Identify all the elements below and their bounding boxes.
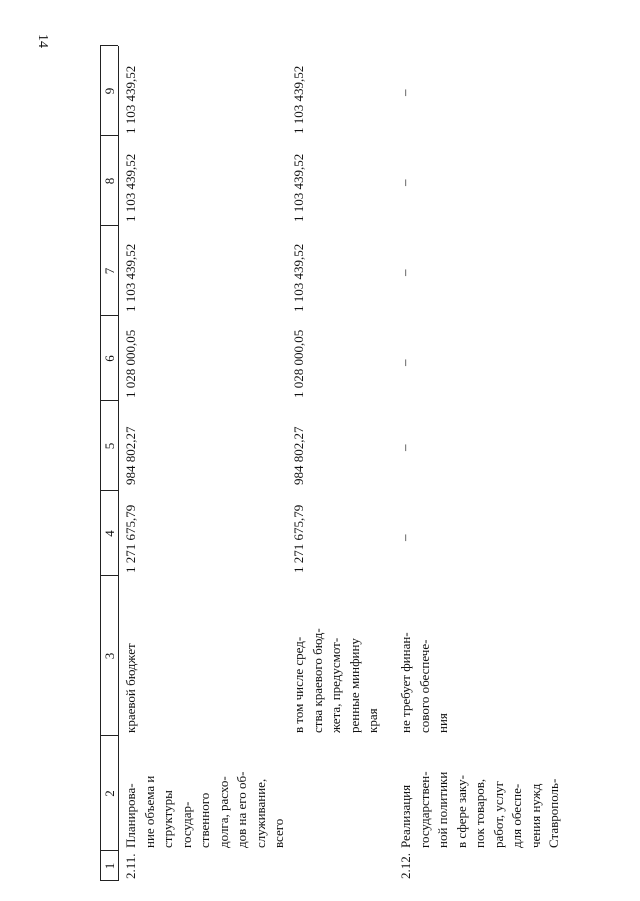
- row-name-line: чения нужд: [527, 783, 543, 848]
- funding-source-line: краевой бюджет: [123, 643, 138, 733]
- page-number: 14: [35, 34, 50, 48]
- row-name-line: ние объема и: [141, 775, 157, 848]
- funding-source-line: ния: [435, 713, 450, 733]
- header-col-9: 9: [102, 87, 117, 95]
- value-col-7: –: [397, 269, 412, 276]
- value-col-4: –: [397, 534, 412, 541]
- value-col-7: 1 103 439,52: [291, 243, 306, 312]
- row-name-line: работ, услуг: [490, 780, 506, 848]
- funding-source-line: в том числе сред-: [291, 636, 306, 733]
- value-col-5: 984 802,27: [291, 426, 306, 485]
- header-col-5: 5: [102, 442, 117, 450]
- header-col-1: 1: [102, 862, 117, 870]
- value-col-6: –: [397, 359, 412, 366]
- header-col-6: 6: [102, 355, 117, 362]
- header-col-8: 8: [102, 177, 117, 185]
- row-name-line: Реализация: [398, 784, 413, 848]
- row-name-line: в сфере заку-: [453, 775, 469, 848]
- value-col-8: 1 103 439,52: [123, 153, 138, 222]
- funding-source: [397, 578, 453, 733]
- row-name-line: дов на его об-: [234, 771, 249, 848]
- row-name-line: служивание,: [252, 778, 268, 848]
- row-name-line: Планирова-: [123, 783, 138, 848]
- value-col-8: –: [397, 179, 412, 186]
- row-number: 2.11.: [123, 853, 138, 879]
- value-col-6: 1 028 000,05: [291, 329, 306, 398]
- row-name-line: долга, расхо-: [215, 776, 231, 848]
- value-col-9: 1 103 439,52: [291, 65, 306, 134]
- header-col-7: 7: [102, 267, 117, 275]
- funding-source-line: сового обеспече-: [416, 639, 432, 733]
- funding-source-line: ства краевого бюд-: [309, 628, 325, 733]
- row-name: [397, 743, 564, 848]
- row-name-line: для обеспе-: [509, 783, 524, 848]
- row-name-line: ной политики: [435, 771, 450, 848]
- row-name-line: Ставрополь-: [546, 778, 561, 848]
- value-col-9: –: [397, 89, 412, 96]
- funding-source-line: не требует финан-: [398, 632, 413, 733]
- row-name-line: государ-: [178, 801, 194, 848]
- value-col-5: –: [397, 444, 412, 451]
- value-col-8: 1 103 439,52: [291, 153, 306, 222]
- header-col-3: 3: [102, 652, 117, 660]
- funding-source-line: жета, предусмот-: [328, 637, 343, 733]
- row-number: 2.12.: [398, 853, 413, 879]
- value-col-7: 1 103 439,52: [123, 243, 138, 312]
- row-name: [122, 743, 289, 848]
- funding-source: [290, 578, 383, 733]
- value-col-5: 984 802,27: [123, 426, 138, 485]
- row-name-line: пок товаров,: [472, 778, 487, 848]
- row-name-line: ственного: [197, 792, 212, 848]
- row-name-line: государствен-: [416, 771, 432, 848]
- value-col-9: 1 103 439,52: [123, 65, 138, 134]
- budget-table: [100, 31, 620, 881]
- header-col-4: 4: [102, 530, 117, 537]
- row-name-line: структуры: [160, 790, 175, 848]
- value-col-4: 1 271 675,79: [291, 504, 306, 573]
- funding-source: [122, 578, 141, 733]
- header-col-2: 2: [102, 790, 117, 797]
- funding-source-line: края: [365, 708, 380, 733]
- row-name-line: всего: [271, 818, 286, 848]
- value-col-4: 1 271 675,79: [123, 504, 138, 573]
- header-bottom-border: [118, 46, 119, 881]
- value-col-6: 1 028 000,05: [123, 329, 138, 398]
- funding-source-line: ренные минфину: [346, 638, 362, 733]
